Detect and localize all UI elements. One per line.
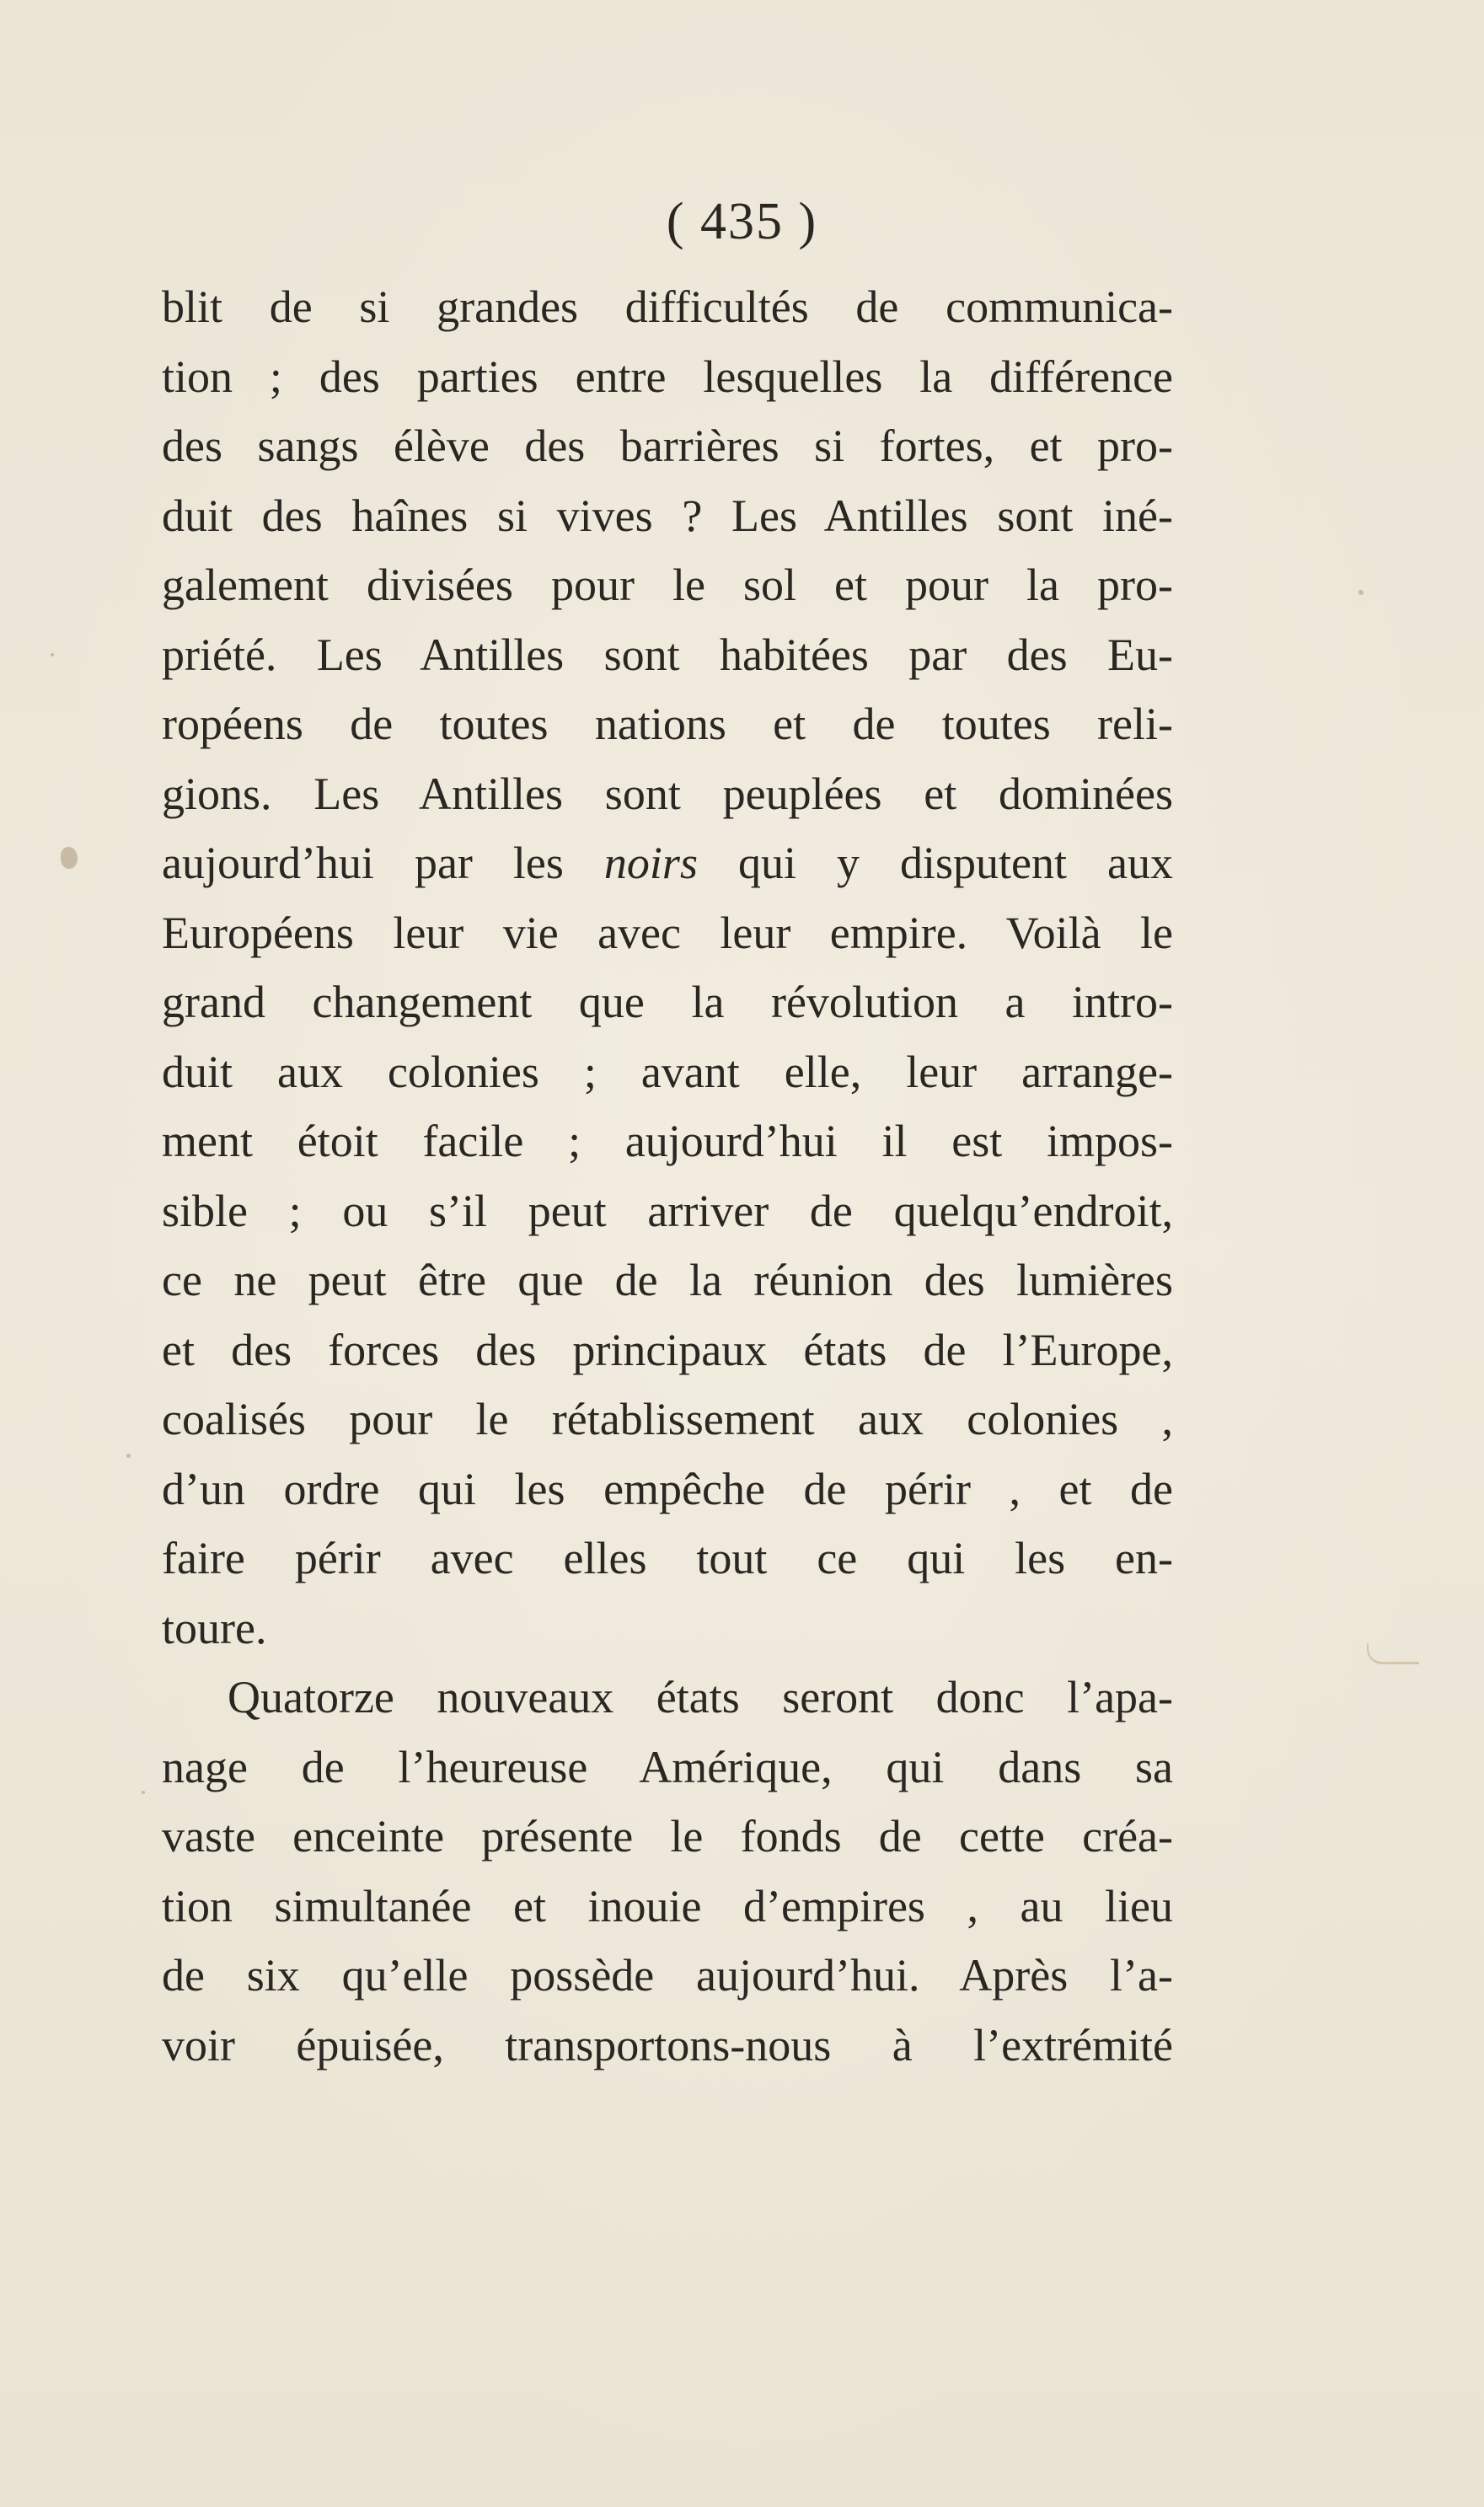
text-line: tion simultanée et inouie d’empires , au lieu <box>162 1880 1173 1931</box>
paper-speck <box>126 1454 131 1458</box>
text-line: gions. Les Antilles sont peuplées et dominées <box>162 768 1173 819</box>
text-line: de six qu’elle possède aujourd’hui. Après l’a- <box>162 1950 1173 2001</box>
text-line: duit des haînes si vives ? Les Antilles sont iné- <box>162 490 1173 541</box>
text-line: toure. <box>162 1602 267 1653</box>
paper-speck <box>51 653 54 656</box>
text-line: faire périr avec elles tout ce qui les en- <box>162 1533 1173 1583</box>
paper-speck <box>1358 590 1363 595</box>
page-number: ( 435 ) <box>666 193 818 250</box>
text-line: grand changement que la révolution a intro- <box>162 977 1173 1027</box>
text-line: ment étoit facile ; aujourd’hui il est impos- <box>162 1116 1173 1166</box>
body-text <box>162 272 1173 2080</box>
text-line: ce ne peut être que de la réunion des lumières <box>162 1255 1173 1305</box>
text-line: d’un ordre qui les empêche de périr , et de <box>162 1463 1173 1514</box>
ink-blot <box>61 847 78 869</box>
text-line: coalisés pour le rétablissement aux colonies , <box>162 1394 1173 1444</box>
text-line: voir épuisée, transportons-nous à l’extrémité <box>162 2019 1173 2070</box>
text-line: Quatorze nouveaux états seront donc l’apa- <box>228 1672 1173 1722</box>
text-line: vaste enceinte présente le fonds de cette créa- <box>162 1811 1173 1862</box>
paper-speck <box>142 1791 145 1794</box>
text-line: nage de l’heureuse Amérique, qui dans sa <box>162 1741 1173 1792</box>
text-line: tion ; des parties entre lesquelles la différence <box>162 351 1173 402</box>
text-line: priété. Les Antilles sont habitées par des Eu- <box>162 629 1173 680</box>
text-line: et des forces des principaux états de l’Europe, <box>162 1324 1173 1375</box>
paper-mark <box>1367 1643 1419 1664</box>
text-line: Européens leur vie avec leur empire. Voilà le <box>162 907 1173 958</box>
text-line: des sangs élève des barrières si fortes, et pro- <box>162 421 1173 471</box>
text-line: galement divisées pour le sol et pour la pro- <box>162 560 1173 610</box>
paragraph-1 <box>162 272 1173 1663</box>
text-line: blit de si grandes difficultés de communica- <box>162 281 1173 332</box>
text-line <box>162 828 1173 898</box>
text-line: ropéens de toutes nations et de toutes reli- <box>162 699 1173 749</box>
italic-word: noirs <box>603 838 698 888</box>
paragraph-2 <box>162 1663 1173 2080</box>
text-segment: qui y disputent aux <box>697 838 1173 888</box>
text-line: sible ; ou s’il peut arriver de quelqu’endroit, <box>162 1185 1173 1236</box>
text-line: duit aux colonies ; avant elle, leur arrange- <box>162 1046 1173 1097</box>
text-segment: aujourd’hui par les <box>162 838 604 888</box>
